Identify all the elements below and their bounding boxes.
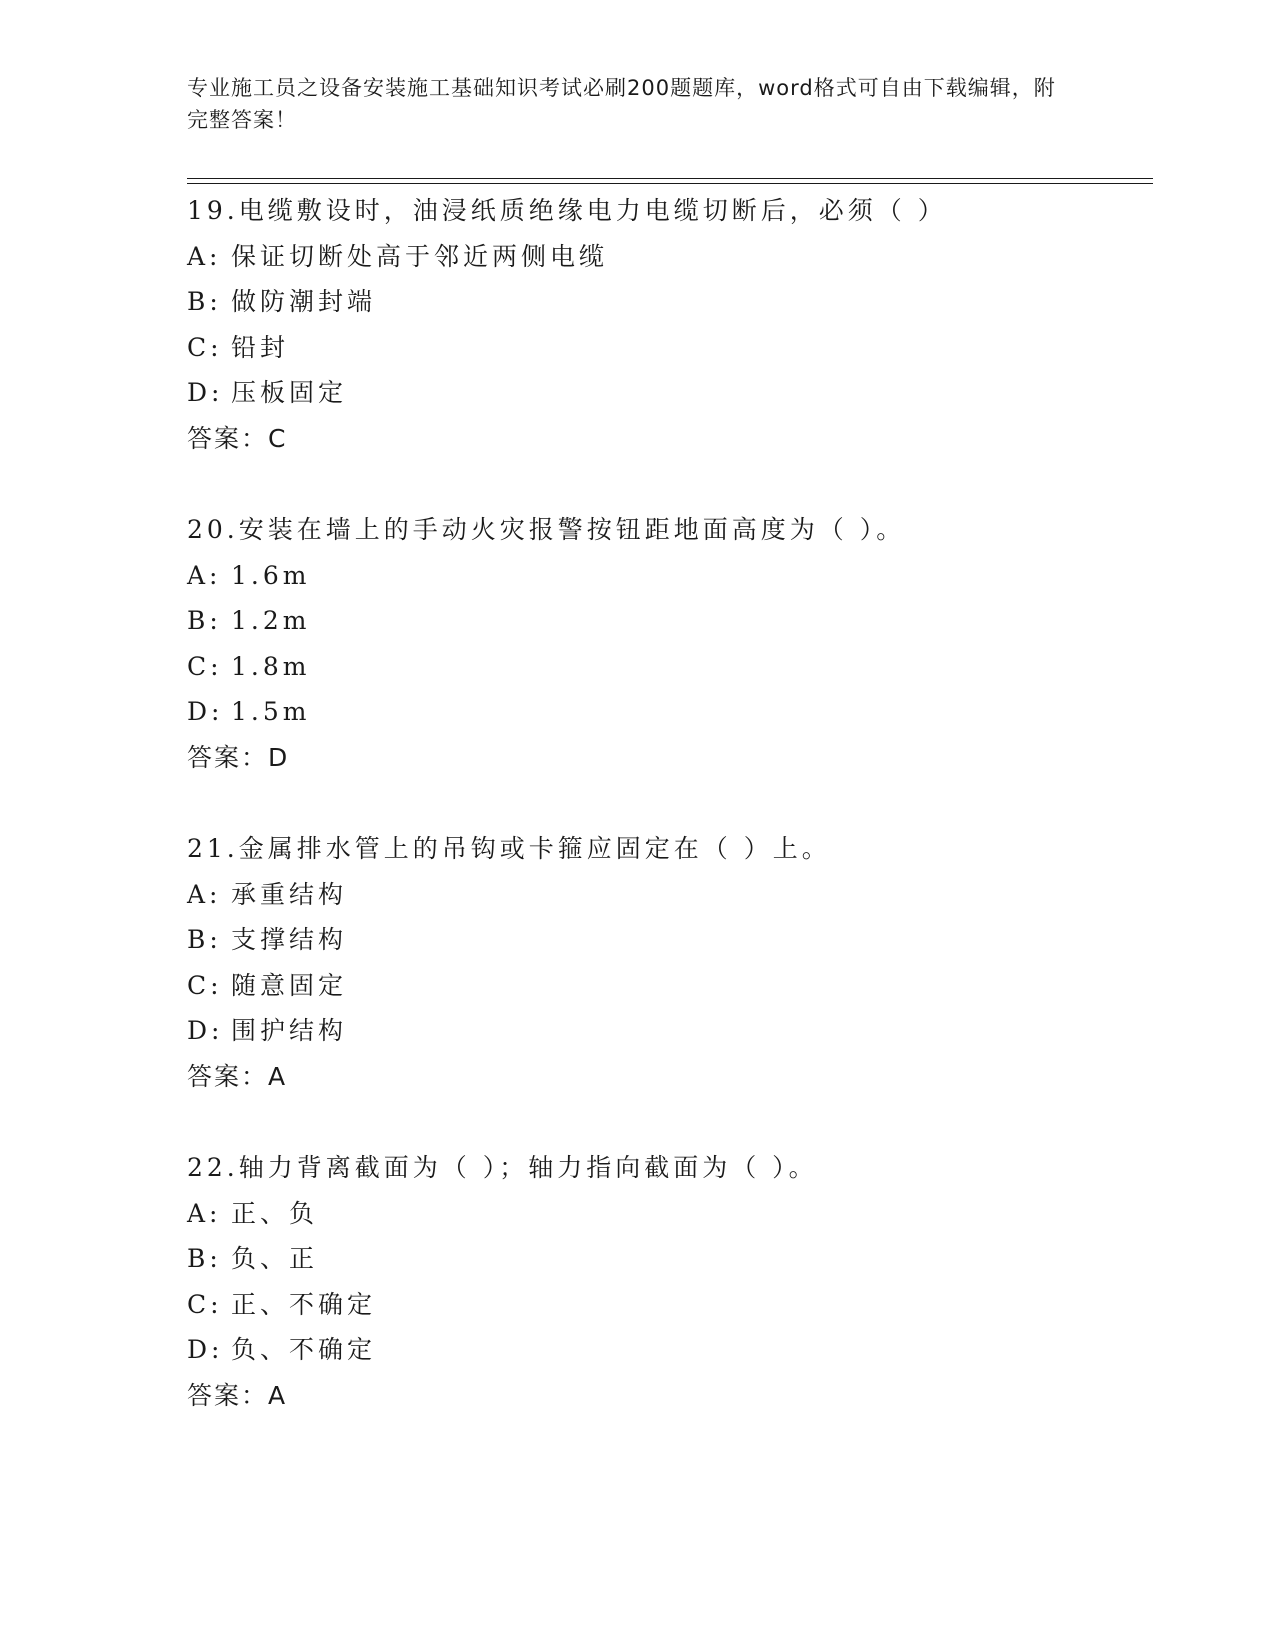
answer-line: 答案：A bbox=[187, 1061, 288, 1091]
question-block bbox=[187, 1145, 1147, 1418]
option-a bbox=[187, 234, 1147, 280]
option-key: B: bbox=[187, 1244, 222, 1273]
option-c bbox=[187, 644, 1147, 690]
option-text: 压板固定 bbox=[231, 378, 348, 407]
document-header bbox=[187, 72, 1067, 136]
option-key: D: bbox=[187, 1016, 224, 1045]
option-text: 支撑结构 bbox=[231, 925, 348, 954]
option-text: 1.6m bbox=[231, 560, 311, 590]
option-key: B: bbox=[187, 287, 222, 316]
option-a bbox=[187, 553, 1147, 599]
option-b bbox=[187, 917, 1147, 963]
header-divider-bottom bbox=[187, 183, 1153, 184]
option-text: 承重结构 bbox=[231, 879, 348, 909]
option-d bbox=[187, 689, 1147, 735]
option-text: 保证切断处高于邻近两侧电缆 bbox=[231, 241, 609, 271]
question-block bbox=[187, 826, 1147, 1099]
question-block bbox=[187, 188, 1147, 461]
question-block bbox=[187, 507, 1147, 780]
option-text: 铅封 bbox=[231, 332, 290, 362]
option-text: 做防潮封端 bbox=[231, 287, 377, 316]
option-b bbox=[187, 1236, 1147, 1282]
option-text: 负、正 bbox=[231, 1244, 319, 1273]
option-key: D: bbox=[187, 1335, 224, 1364]
option-text: 1.5m bbox=[231, 697, 311, 726]
question-stem: 21.金属排水管上的吊钩或卡箍应固定在（ ）上。 bbox=[187, 834, 831, 863]
option-key: B: bbox=[187, 925, 222, 954]
option-text: 围护结构 bbox=[231, 1016, 348, 1045]
option-text: 正、不确定 bbox=[231, 1289, 377, 1319]
question-stem: 22.轴力背离截面为（ ）；轴力指向截面为（ ）。 bbox=[187, 1153, 818, 1182]
option-c bbox=[187, 963, 1147, 1009]
option-c bbox=[187, 325, 1147, 371]
option-text: 1.2m bbox=[231, 606, 311, 635]
option-text: 1.8m bbox=[231, 651, 311, 681]
option-key: C: bbox=[187, 332, 223, 362]
option-key: D: bbox=[187, 697, 224, 726]
option-b bbox=[187, 279, 1147, 325]
option-text: 随意固定 bbox=[231, 970, 348, 1000]
answer-line: 答案：D bbox=[187, 742, 290, 772]
option-d bbox=[187, 370, 1147, 416]
option-key: A: bbox=[187, 560, 222, 590]
option-text: 正、负 bbox=[231, 1198, 319, 1228]
option-key: A: bbox=[187, 1198, 222, 1228]
option-key: B: bbox=[187, 606, 222, 635]
question-stem: 20.安装在墙上的手动火灾报警按钮距地面高度为（ ）。 bbox=[187, 515, 906, 544]
option-key: C: bbox=[187, 970, 223, 1000]
option-text: 负、不确定 bbox=[231, 1335, 377, 1364]
header-title: 专业施工员之设备安装施工基础知识考试必刷200题题库，word格式可自由下载编辑，附完整答案！ bbox=[187, 76, 1056, 132]
question-stem: 19.电缆敷设时，油浸纸质绝缘电力电缆切断后，必须（ ） bbox=[187, 196, 947, 225]
option-c bbox=[187, 1282, 1147, 1328]
option-key: D: bbox=[187, 378, 224, 407]
option-b bbox=[187, 598, 1147, 644]
option-key: C: bbox=[187, 651, 223, 681]
option-a bbox=[187, 872, 1147, 918]
option-key: A: bbox=[187, 879, 222, 909]
header-divider-top bbox=[187, 178, 1153, 179]
option-a bbox=[187, 1191, 1147, 1237]
option-d bbox=[187, 1008, 1147, 1054]
option-key: C: bbox=[187, 1289, 223, 1319]
option-key: A: bbox=[187, 241, 222, 271]
option-d bbox=[187, 1327, 1147, 1373]
answer-line: 答案：C bbox=[187, 423, 288, 453]
answer-line: 答案：A bbox=[187, 1380, 288, 1410]
